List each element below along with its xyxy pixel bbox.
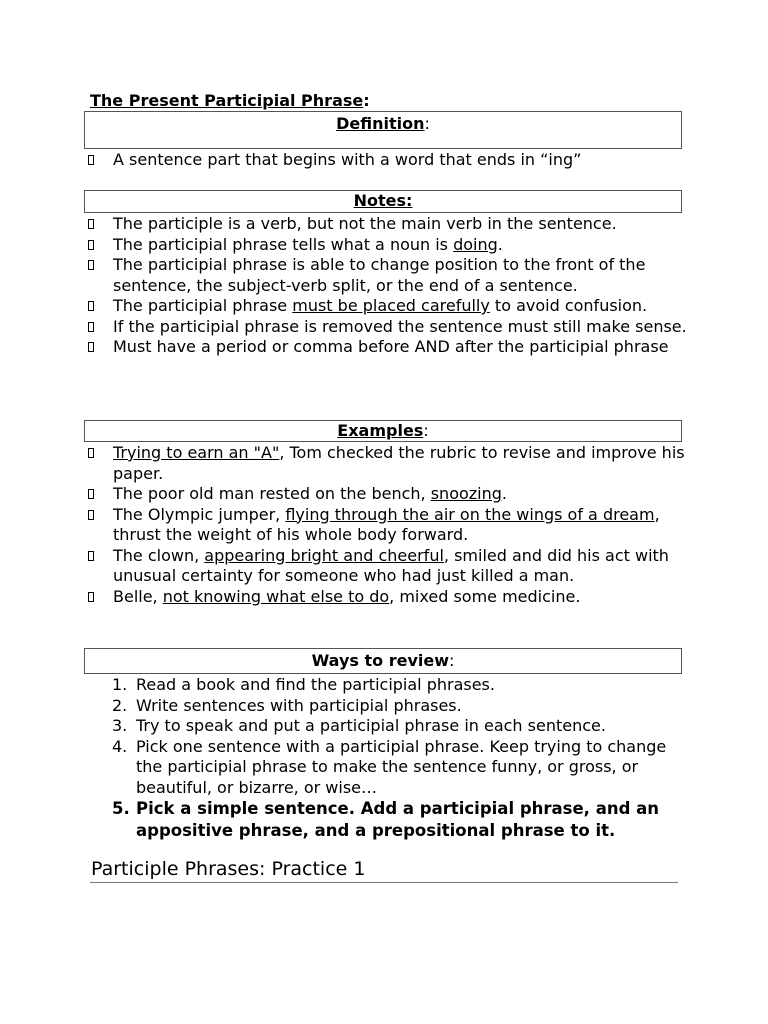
item-text: The participial phrase tells what a noun is [113,234,454,254]
underlined-phrase: snoozing [430,484,502,503]
document-title [90,91,370,111]
review-item [112,716,692,737]
bullet-glyph-icon [88,301,94,311]
notes-list [88,214,688,358]
bullet-glyph-icon [88,219,94,229]
review-item-number: 1. [112,675,128,694]
bullet-glyph-icon [88,448,94,458]
item-text: . [497,234,503,254]
review-item-text: Pick one sentence with a participial phrase. Keep trying to change the participial phrase to make the sentence funny, or gross, or beautiful, or bizarre, or wise… [136,736,667,797]
review-item-number: 2. [112,695,128,715]
review-item [112,737,692,799]
practice-heading: Participle Phrases: Practice 1 [91,858,366,880]
review-item-text: Write sentences with participial phrases. [136,695,462,715]
bullet-glyph-icon [88,551,94,561]
bullet-glyph-icon [88,155,94,165]
examples-colon: : [423,421,429,440]
item-text: to avoid confusion. [489,296,648,315]
item-text: , mixed some medicine. [389,586,581,606]
bullet-glyph-icon [88,342,94,352]
item-text: , smiled and did his act with unusual certainty for someone who had just killed a man. [113,545,669,585]
item-text: Belle, [113,586,163,606]
item-text: The participial phrase is able to change position to the front of the sentence, the subject-verb split, or the end of a sentence. [113,255,646,295]
definition-colon: : [424,114,430,133]
examples-list [88,443,688,607]
notes-box [84,190,682,213]
title-text: The Present Participial Phrase [90,91,364,110]
review-item-text: Read a book and find the participial phrases. [136,675,495,694]
definition-item-text: A sentence part that begins with a word that ends in “ing” [113,150,582,169]
definition-box [84,111,682,149]
definition-heading: Definition [336,114,425,133]
review-item-text: Try to speak and put a participial phrase in each sentence. [136,716,606,735]
review-item [112,696,692,717]
bullet-glyph-icon [88,510,94,520]
examples-box [84,420,682,442]
underlined-phrase: flying through the air on the wings of a dream [285,504,655,524]
underlined-phrase: doing [453,234,498,254]
note-item [88,214,688,235]
bullet-glyph-icon [88,260,94,270]
item-text: If the participial phrase is removed the sentence must still make sense. [113,316,687,336]
review-item [112,798,692,841]
definition-list [88,150,688,171]
heading-rule [90,882,678,883]
review-colon: : [449,651,455,670]
definition-item [88,150,688,171]
note-item [88,317,688,338]
bullet-glyph-icon [88,592,94,602]
example-item [88,484,688,505]
item-text: The participial phrase [113,296,293,315]
review-list [112,675,692,841]
review-item-number: 5. [112,799,130,818]
underlined-phrase: not knowing what else to do [162,586,390,606]
underlined-phrase: appearing bright and cheerful [204,545,444,565]
bullet-glyph-icon [88,489,94,499]
example-item [88,546,688,587]
review-item-number: 3. [112,716,128,735]
item-text: The clown, [113,545,205,565]
item-text: , thrust the weight of his whole body forward. [113,504,660,544]
review-item-text: Pick a simple sentence. Add a participial phrase, and an appositive phrase, and a prepositional phrase to it. [136,799,660,840]
title-colon: : [363,91,370,110]
bullet-glyph-icon [88,240,94,250]
note-item [88,296,688,317]
item-text: . [501,484,508,503]
note-item [88,235,688,256]
example-item [88,443,688,484]
example-item [88,587,688,608]
review-item-number: 4. [112,736,128,756]
note-item [88,255,688,296]
review-heading: Ways to review [311,651,449,670]
review-box [84,648,682,674]
example-item [88,505,688,546]
underlined-phrase: Trying to earn an "A" [113,443,280,462]
bullet-glyph-icon [88,322,94,332]
item-text: The Olympic jumper, [113,504,286,524]
note-item [88,337,688,358]
notes-heading: Notes: [353,191,413,210]
item-text: The participle is a verb, but not the main verb in the sentence. [113,214,617,233]
examples-heading: Examples [337,421,424,440]
item-text: , Tom checked the rubric to revise and improve his paper. [113,443,685,483]
item-text: The poor old man rested on the bench, [113,484,431,503]
review-item [112,675,692,696]
item-text: Must have a period or comma before AND after the participial phrase [113,337,669,356]
underlined-phrase: must be placed carefully [292,296,490,315]
